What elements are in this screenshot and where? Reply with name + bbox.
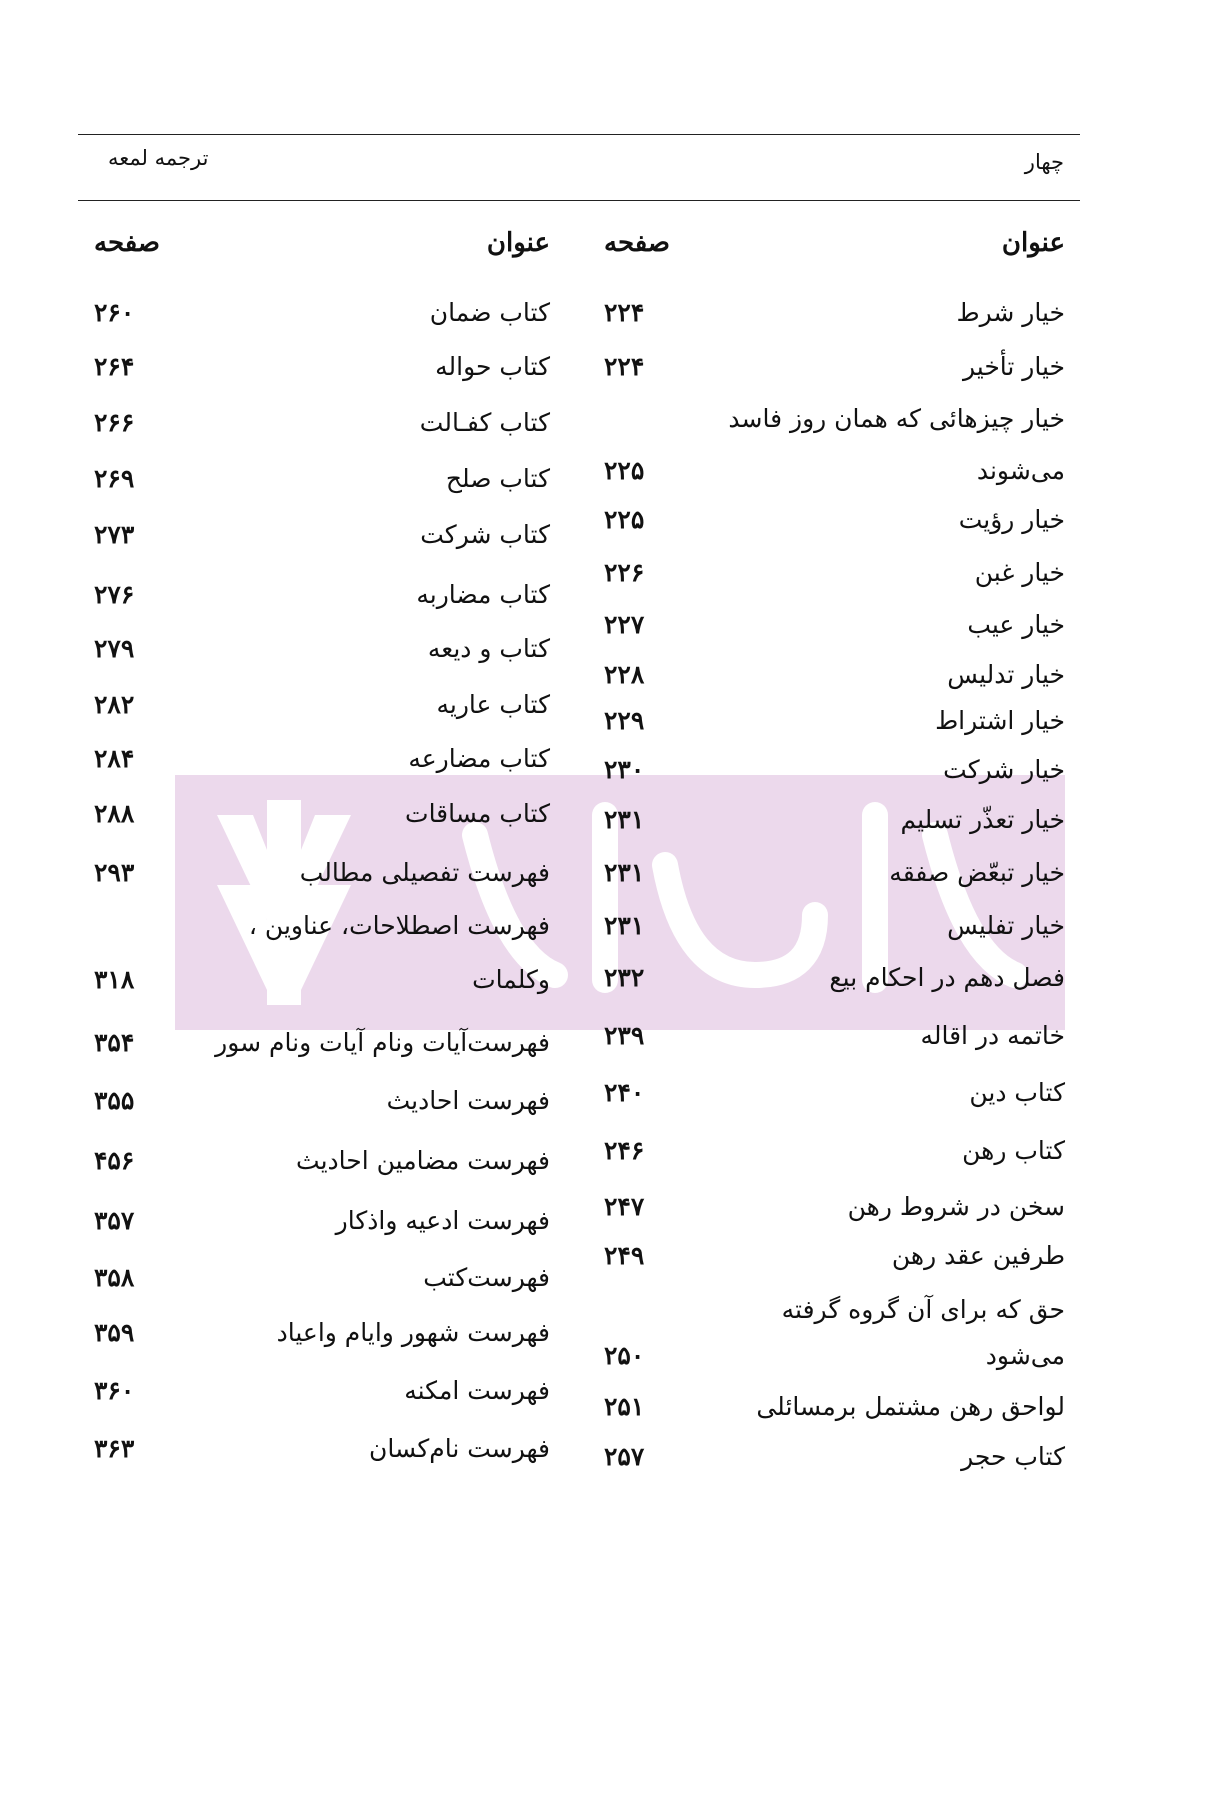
- toc-entry-page: ۳۵۸: [94, 1263, 135, 1292]
- toc-entry-page: ۲۳۲: [604, 963, 645, 992]
- toc-entry-title: فهرست شهور وایام واعیاد: [276, 1318, 550, 1347]
- toc-entry-title: خیار رؤیت: [958, 505, 1065, 534]
- toc-entry: [590, 1078, 1065, 1118]
- toc-entry: [80, 408, 550, 448]
- toc-entry-page: ۳۶۳: [94, 1434, 135, 1463]
- toc-entry-title: فهرست‌آیات ونام آیات ونام سور: [215, 1028, 550, 1057]
- toc-entry-page: ۲۶۶: [94, 408, 135, 437]
- toc-entry: [590, 911, 1065, 951]
- toc-entry: [590, 352, 1065, 392]
- column-header: [590, 228, 1065, 272]
- toc-entry-page: ۳۶۰: [94, 1376, 135, 1405]
- toc-entry-title: کتاب و دیعه: [427, 634, 550, 663]
- toc-entry-page: ۳۵۷: [94, 1206, 135, 1235]
- toc-entry-page: ۲۲۷: [604, 610, 645, 639]
- column-header-page: صفحه: [94, 228, 160, 258]
- toc-entry: [80, 352, 550, 392]
- toc-entry-title: طرفین عقد رهن: [891, 1241, 1065, 1270]
- toc-entry-title: کتاب کفـالت: [419, 408, 550, 437]
- toc-entry: [80, 1263, 550, 1303]
- toc-entry-title: کتاب دین: [969, 1078, 1065, 1107]
- toc-entry-page: ۲۵۷: [604, 1442, 645, 1471]
- toc-entry: [80, 1318, 550, 1358]
- toc-entry-page: ۲۲۸: [604, 660, 645, 689]
- column-header: [80, 228, 550, 272]
- toc-entry: [80, 1434, 550, 1474]
- toc-entry-page: ۲۷۳: [94, 520, 135, 549]
- toc-entry-page: ۲۴۰: [604, 1078, 645, 1107]
- toc-entry-title: کتاب مضاربه: [416, 580, 550, 609]
- toc-entry-page: ۲۷۹: [94, 634, 135, 663]
- toc-entry-page: ۲۸۸: [94, 799, 135, 828]
- toc-entry: [80, 1086, 550, 1126]
- toc-entry-page: ۲۶۰: [94, 298, 135, 327]
- toc-entry-title: خیار تفلیس: [947, 911, 1065, 940]
- toc-entry: [80, 744, 550, 784]
- toc-entry-page: ۲۳۱: [604, 911, 645, 940]
- toc-entry-title: کتاب مضارعه: [408, 744, 550, 773]
- toc-entry-page: ۲۲۵: [604, 456, 645, 485]
- toc-entry-title: خیار تعذّر تسلیم: [900, 805, 1065, 834]
- toc-entry: [80, 858, 550, 898]
- toc-entry-page: ۲۲۴: [604, 352, 645, 381]
- toc-entry-page: ۲۲۵: [604, 505, 645, 534]
- toc-entry-page: ۲۳۹: [604, 1021, 645, 1050]
- toc-entry-page: ۲۴۹: [604, 1241, 645, 1270]
- toc-entry-title: خیار چیزهائی که همان روز فاسد: [728, 404, 1065, 433]
- toc-entry: [80, 911, 550, 951]
- toc-entry: [80, 464, 550, 504]
- toc-entry-title: کتاب مساقات: [405, 799, 550, 828]
- toc-entry-title: کتاب صلح: [445, 464, 550, 493]
- toc-entry: [590, 1021, 1065, 1061]
- toc-entry: [590, 298, 1065, 338]
- toc-entry-page: ۲۳۱: [604, 805, 645, 834]
- toc-entry: [590, 1341, 1065, 1381]
- toc-entry-title: وکلمات: [472, 965, 550, 994]
- toc-entry: [80, 1206, 550, 1246]
- toc-entry-title: کتاب رهن: [962, 1136, 1065, 1165]
- toc-entry-title: کتاب حواله: [435, 352, 550, 381]
- running-title: ترجمه لمعه: [108, 146, 209, 170]
- toc-entry: [80, 965, 550, 1005]
- toc-entry: [590, 558, 1065, 598]
- toc-entry: [590, 963, 1065, 1003]
- toc-entry: [80, 1146, 550, 1186]
- toc-entry-page: ۲۳۰: [604, 755, 645, 784]
- toc-entry-title: حق که برای آن گروه گرفته: [781, 1295, 1065, 1324]
- toc-entry-title: خیار شرط: [956, 298, 1065, 327]
- toc-entry-page: ۲۶۴: [94, 352, 135, 381]
- toc-entry-title: کتاب شرکت: [420, 520, 550, 549]
- toc-entry-title: فهرست مضامین احادیث: [296, 1146, 550, 1175]
- toc-entry: [590, 505, 1065, 545]
- toc-entry-page: ۲۵۰: [604, 1341, 645, 1370]
- toc-entry: [590, 1392, 1065, 1432]
- toc-entry-title: کتاب ضمان: [429, 298, 550, 327]
- toc-entry-title: خیار تبعّض صفقه: [889, 858, 1065, 887]
- toc-entry: [590, 1136, 1065, 1176]
- toc-entry-page: ۲۸۴: [94, 744, 135, 773]
- toc-entry: [80, 580, 550, 620]
- toc-entry-page: ۴۵۶: [94, 1146, 135, 1175]
- toc-entry-page: ۲۵۱: [604, 1392, 645, 1421]
- toc-entry-title: فهرست تفصیلی مطالب: [299, 858, 550, 887]
- toc-entry-title: خیار تدلیس: [947, 660, 1065, 689]
- toc-entry-title: فهرست‌کتب: [423, 1263, 550, 1292]
- toc-entry: [590, 1192, 1065, 1232]
- toc-entry-title: کتاب عاریه: [436, 690, 550, 719]
- column-header-title: عنوان: [1001, 228, 1065, 258]
- toc-entry: [80, 799, 550, 839]
- toc-entry: [590, 1241, 1065, 1281]
- toc-entry-page: ۳۵۵: [94, 1086, 135, 1115]
- toc-entry: [590, 610, 1065, 650]
- toc-entry-title: خیار غبن: [974, 558, 1065, 587]
- toc-entry-title: خیار اشتراط: [935, 706, 1065, 735]
- toc-entry-page: ۳۱۸: [94, 965, 135, 994]
- toc-entry-title: سخن در شروط رهن: [847, 1192, 1065, 1221]
- toc-entry: [590, 706, 1065, 746]
- toc-entry: [590, 660, 1065, 700]
- toc-entry-title: خیار تأخیر: [962, 352, 1065, 381]
- toc-entry-page: ۲۲۴: [604, 298, 645, 327]
- toc-entry-title: خاتمه در اقاله: [920, 1021, 1065, 1050]
- column-header-page: صفحه: [604, 228, 670, 258]
- toc-entry: [80, 520, 550, 560]
- toc-entry-title: کتاب حجر: [961, 1442, 1065, 1471]
- toc-entry-page: ۲۳۱: [604, 858, 645, 887]
- toc-entry-title: فهرست ادعیه واذکار: [335, 1206, 550, 1235]
- toc-entry-page: ۲۲۶: [604, 558, 645, 587]
- toc-entry-page: ۲۸۲: [94, 690, 135, 719]
- toc-entry-page: ۲۲۹: [604, 706, 645, 735]
- toc-entry-title: فهرست اصطلاحات، عناوین ،: [248, 911, 550, 940]
- toc-entry: [590, 456, 1065, 496]
- toc-entry-page: ۲۴۶: [604, 1136, 645, 1165]
- toc-entry: [590, 1442, 1065, 1482]
- toc-entry: [590, 805, 1065, 845]
- toc-entry-page: ۳۵۹: [94, 1318, 135, 1347]
- toc-entry-page: ۲۷۶: [94, 580, 135, 609]
- toc-entry-title: فهرست امکنه: [404, 1376, 550, 1405]
- toc-entry: [590, 858, 1065, 898]
- toc-entry: [80, 690, 550, 730]
- column-header-title: عنوان: [486, 228, 550, 258]
- toc-entry-title: می‌شوند: [976, 456, 1065, 485]
- toc-entry-title: می‌شود: [985, 1341, 1065, 1370]
- toc-entry: [80, 634, 550, 674]
- toc-entry-page: ۲۶۹: [94, 464, 135, 493]
- toc-entry: [80, 298, 550, 338]
- toc-entry-title: فصل دهم در احکام بیع: [829, 963, 1065, 992]
- toc-entry: [590, 404, 1065, 444]
- header-top-rule: [78, 134, 1080, 135]
- toc-entry-title: فهرست نام‌کسان: [369, 1434, 550, 1463]
- toc-entry: [80, 1376, 550, 1416]
- toc-entry-page: ۲۹۳: [94, 858, 135, 887]
- toc-entry-title: لواحق رهن مشتمل برمسائلی: [756, 1392, 1065, 1421]
- header-bottom-rule: [78, 200, 1080, 201]
- toc-entry-title: فهرست احادیث: [386, 1086, 550, 1115]
- toc-entry-title: خیار عیب: [967, 610, 1065, 639]
- toc-entry: [80, 1028, 550, 1068]
- toc-entry-title: خیار شرکت: [943, 755, 1065, 784]
- page-label: چهار: [1024, 150, 1064, 174]
- toc-entry: [590, 1295, 1065, 1335]
- toc-entry: [590, 755, 1065, 795]
- toc-entry-page: ۲۴۷: [604, 1192, 645, 1221]
- toc-entry-page: ۳۵۴: [94, 1028, 135, 1057]
